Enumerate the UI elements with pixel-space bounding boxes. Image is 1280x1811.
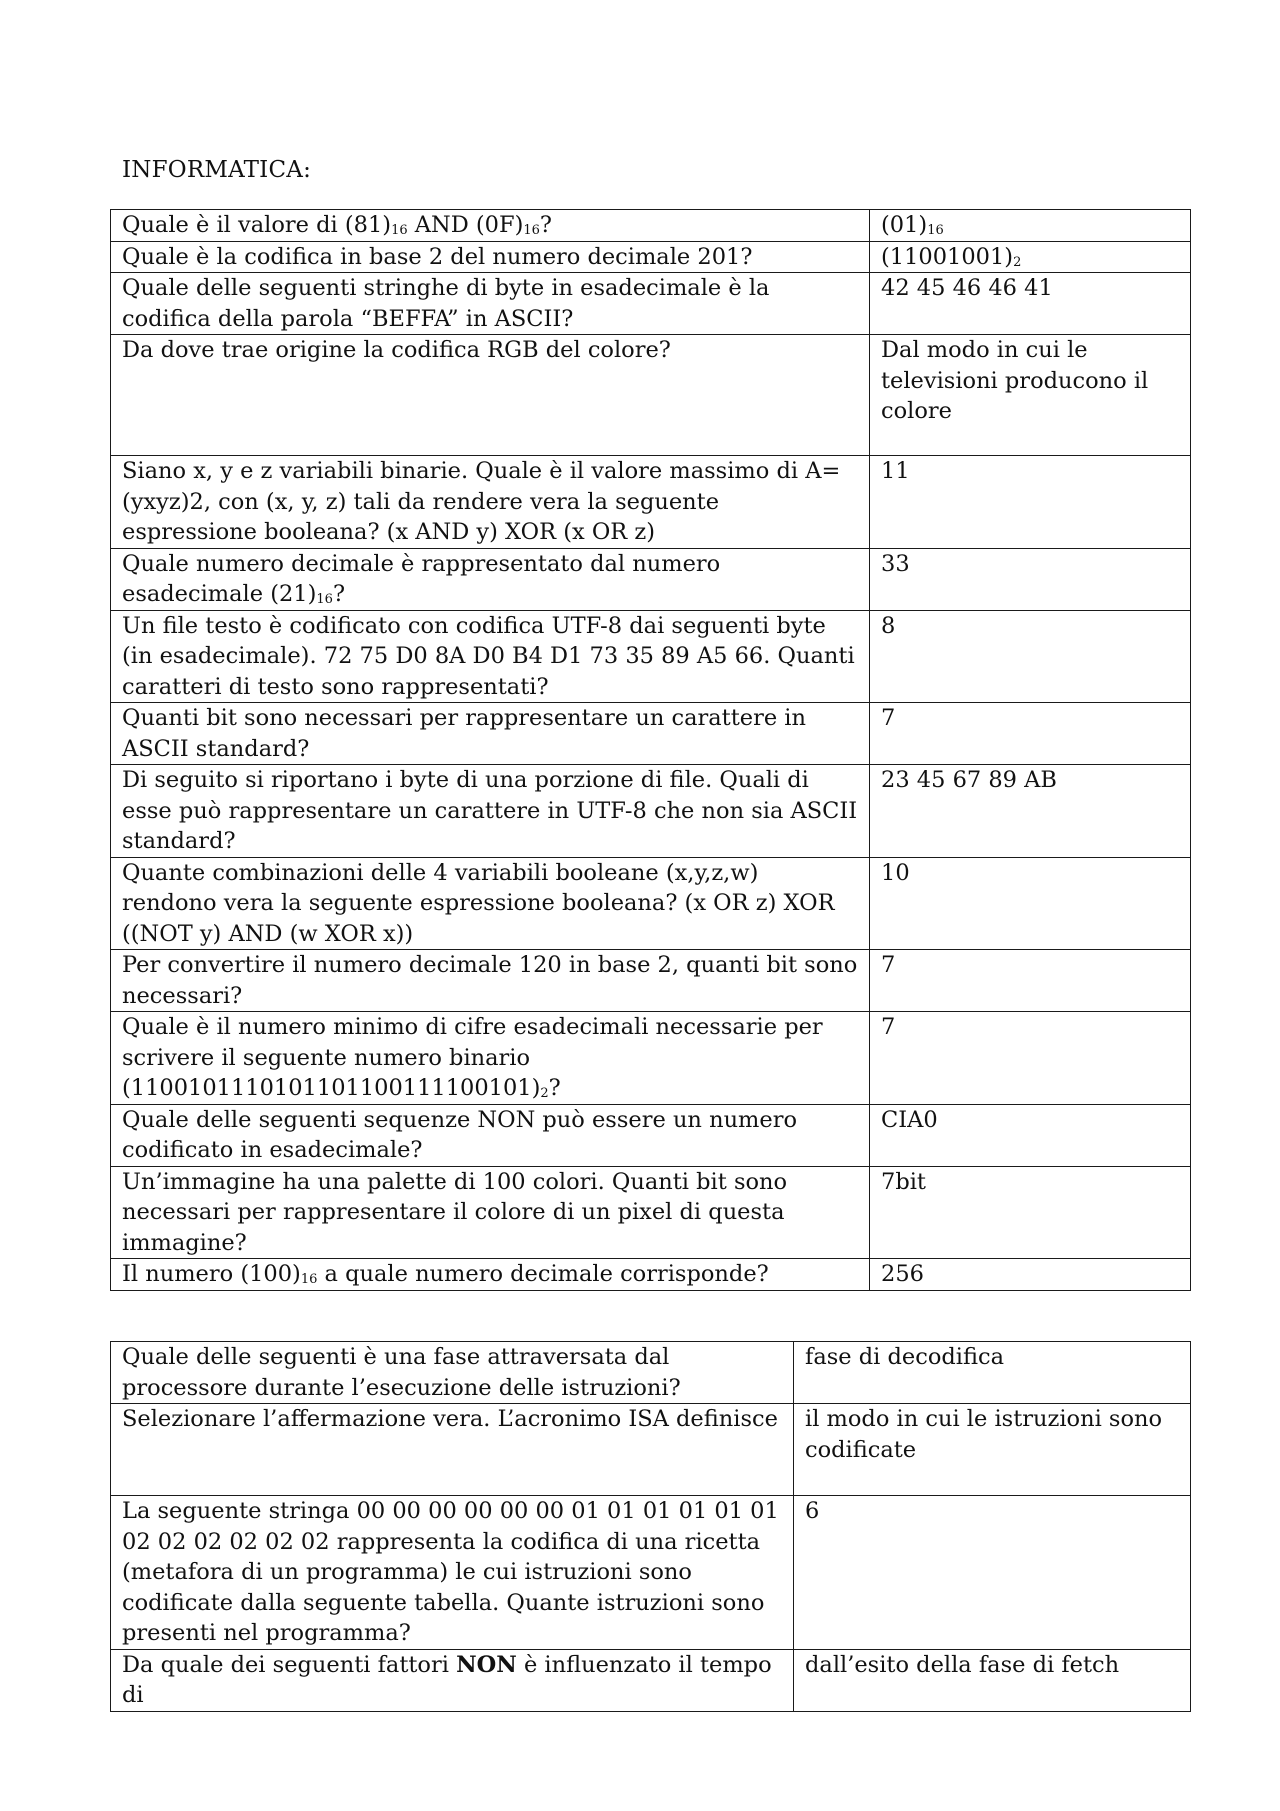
table-row — [111, 241, 1191, 273]
question-cell: Il numero $(100)_{16}$ a quale numero decimale corrisponde? — [111, 1259, 870, 1291]
answer-cell: 8 — [870, 610, 1191, 703]
answer-cell: 6 — [794, 1496, 1191, 1650]
question-cell: Un file testo è codificato con codifica UTF-8 dai seguenti byte (in esadecimale). 72 75 D0 8A D0 B4 D1 73 35 89 A5 66. Quanti caratteri di testo sono rappresentati? — [111, 610, 870, 703]
question-cell: Di seguito si riportano i byte di una porzione di file. Quali di esse può rappresentare un carattere in UTF-8 che non sia ASCII standard? — [111, 765, 870, 858]
question-cell: La seguente stringa 00 00 00 00 00 00 01 01 01 01 01 01 02 02 02 02 02 02 rappresenta la codifica di una ricetta (metafora di un programma) le cui istruzioni sono codificate dalla seguente tabella. Quante istruzioni sono presenti nel programma? — [111, 1496, 794, 1650]
answer-cell: 42 45 46 46 41 — [870, 273, 1191, 335]
table-row — [111, 210, 1191, 242]
answer-cell: Dal modo in cui le televisioni producono il colore — [870, 335, 1191, 456]
question-cell: Da dove trae origine la codifica RGB del colore? — [111, 335, 870, 456]
page-heading: INFORMATICA: — [122, 157, 312, 183]
table-row — [111, 1259, 1191, 1291]
table-row — [111, 610, 1191, 703]
quiz-table-2 — [110, 1341, 1191, 1712]
table-row — [111, 335, 1191, 456]
question-cell: Per convertire il numero decimale 120 in base 2, quanti bit sono necessari? — [111, 950, 870, 1012]
answer-cell: dall’esito della fase di fetch — [794, 1649, 1191, 1711]
table-row — [111, 857, 1191, 950]
question-cell: Quale delle seguenti sequenze NON può essere un numero codificato in esadecimale? — [111, 1104, 870, 1166]
question-cell: Quale è la codifica in base 2 del numero decimale 201? — [111, 241, 870, 273]
table-row — [111, 1496, 1191, 1650]
question-cell: Un’immagine ha una palette di 100 colori. Quanti bit sono necessari per rappresentare il colore di un pixel di questa immagine? — [111, 1166, 870, 1259]
answer-cell: $(01)_{16}$ — [870, 210, 1191, 242]
answer-cell: 11 — [870, 456, 1191, 549]
answer-cell: 10 — [870, 857, 1191, 950]
table-row — [111, 703, 1191, 765]
question-cell: Siano x, y e z variabili binarie. Quale è il valore massimo di A=(yxyz)2, con (x, y, z) tali da rendere vera la seguente espressione booleana? (x AND y) XOR (x OR z) — [111, 456, 870, 549]
question-cell: Quale numero decimale è rappresentato dal numero esadecimale $(21)_{16}$? — [111, 548, 870, 610]
answer-cell: 7 — [870, 703, 1191, 765]
answer-cell: 7 — [870, 1012, 1191, 1105]
answer-cell: $(11001001)_2$ — [870, 241, 1191, 273]
quiz-table-1 — [110, 209, 1191, 1291]
answer-cell: 256 — [870, 1259, 1191, 1291]
answer-cell: CIA0 — [870, 1104, 1191, 1166]
answer-cell: 7 — [870, 950, 1191, 1012]
answer-cell: 33 — [870, 548, 1191, 610]
table-row — [111, 1342, 1191, 1404]
table-row — [111, 456, 1191, 549]
question-cell: Quanti bit sono necessari per rappresentare un carattere in ASCII standard? — [111, 703, 870, 765]
table-row — [111, 1012, 1191, 1105]
question-cell: Quale è il valore di $(81)_{16}$ AND $(0F)_{16}$? — [111, 210, 870, 242]
question-cell: Quante combinazioni delle 4 variabili booleane (x,y,z,w) rendono vera la seguente espressione booleana? (x OR z) XOR ((NOT y) AND (w XOR x)) — [111, 857, 870, 950]
question-cell: Quale è il numero minimo di cifre esadecimali necessarie per scrivere il seguente numero binario $(1100101110101101100111100101)_2$? — [111, 1012, 870, 1105]
table-row — [111, 273, 1191, 335]
table-row — [111, 765, 1191, 858]
answer-cell: 23 45 67 89 AB — [870, 765, 1191, 858]
question-cell: Selezionare l’affermazione vera. L’acronimo ISA definisce — [111, 1404, 794, 1496]
answer-cell: 7bit — [870, 1166, 1191, 1259]
question-cell: Quale delle seguenti stringhe di byte in esadecimale è la codifica della parola “BEFFA” in ASCII? — [111, 273, 870, 335]
question-cell: Quale delle seguenti è una fase attraversata dal processore durante l’esecuzione delle istruzioni? — [111, 1342, 794, 1404]
table-row — [111, 548, 1191, 610]
question-cell: Da quale dei seguenti fattori NON è influenzato il tempo di — [111, 1649, 794, 1711]
answer-cell: il modo in cui le istruzioni sono codificate — [794, 1404, 1191, 1496]
answer-cell: fase di decodifica — [794, 1342, 1191, 1404]
table-row — [111, 950, 1191, 1012]
table-row — [111, 1404, 1191, 1496]
table-row — [111, 1166, 1191, 1259]
table-row — [111, 1104, 1191, 1166]
table-row — [111, 1649, 1191, 1711]
